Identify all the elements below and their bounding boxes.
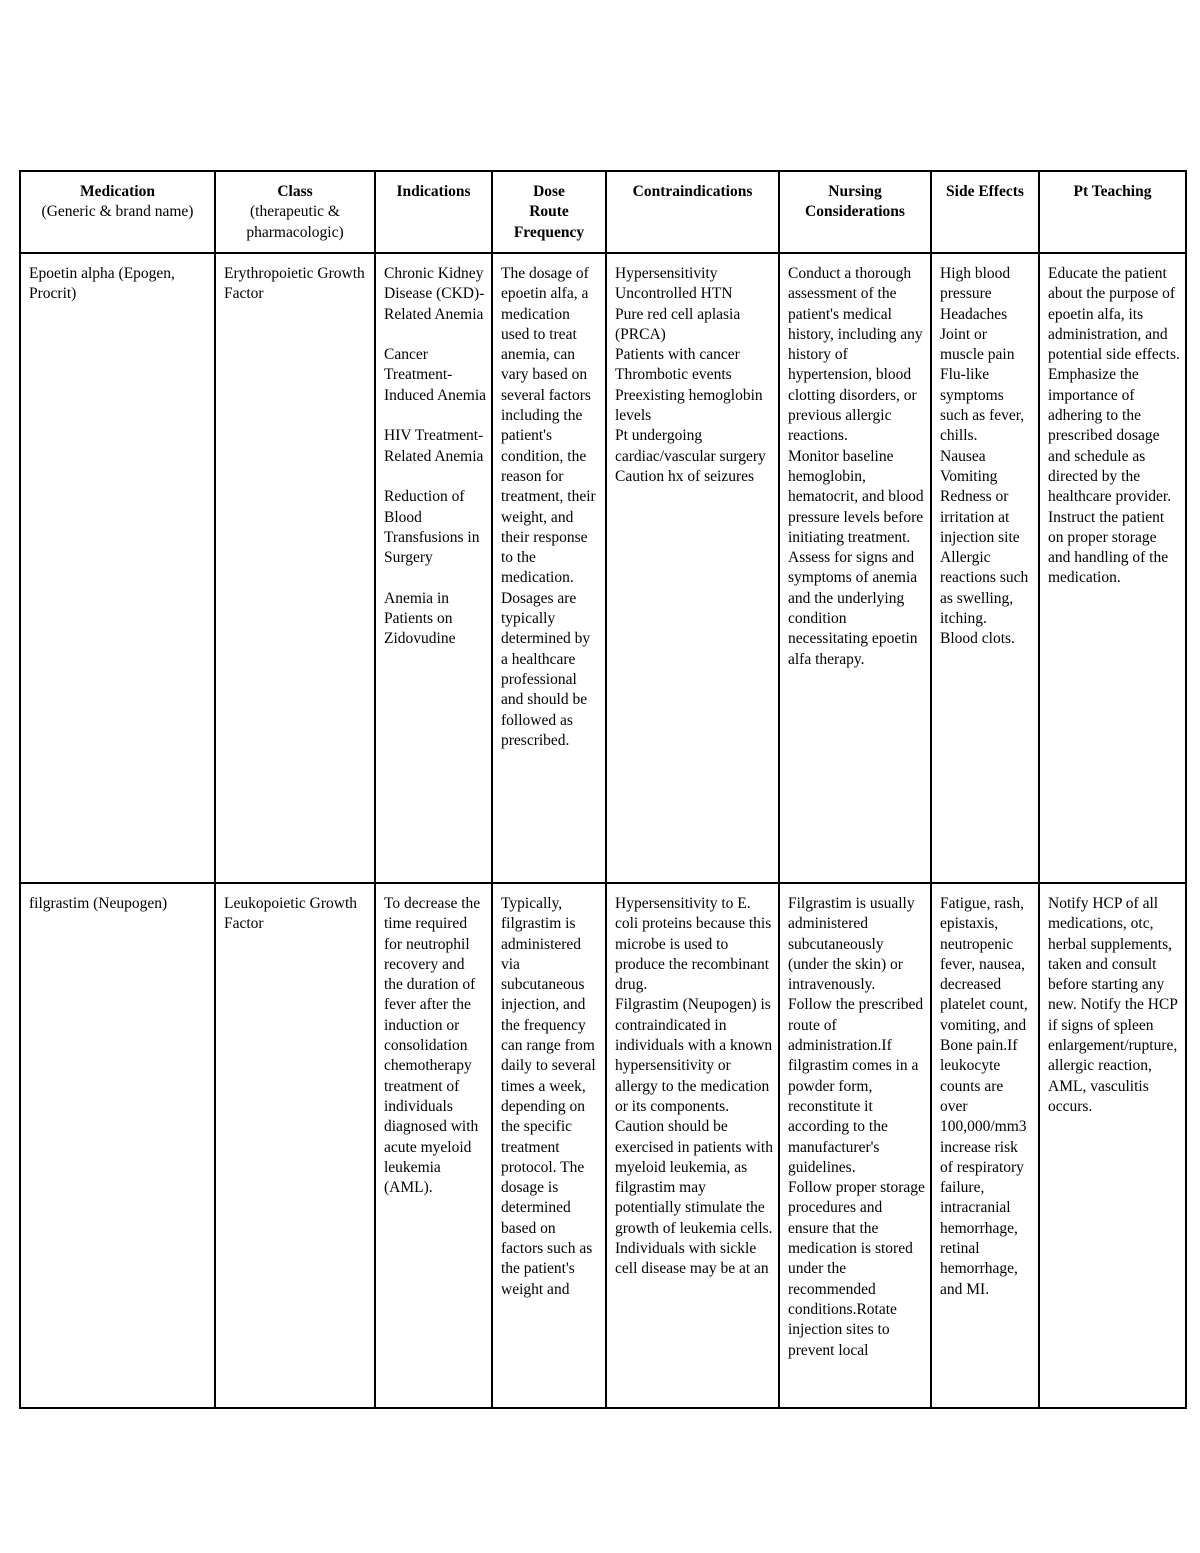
header-pt-teaching: Pt Teaching <box>1039 171 1186 253</box>
cell-class: Erythropoietic Growth Factor <box>215 253 375 883</box>
header-medication: Medication (Generic & brand name) <box>20 171 215 253</box>
side-effect-item: High blood pressure <box>940 265 1015 303</box>
side-effect-item: Blood clots. <box>940 630 1015 648</box>
indication-item: Reduction of Blood Transfusions in Surgery <box>384 488 484 567</box>
header-dose: Dose Route Frequency <box>492 171 606 253</box>
nursing-item: Monitor baseline hemoglobin, hematocrit, and blood pressure levels before initiating treatment. <box>788 447 928 546</box>
side-effect-item: Joint or muscle pain <box>940 325 1015 364</box>
header-indications: Indications <box>375 171 492 253</box>
nursing-item: Assess for signs and symptoms of anemia and the underlying condition necessitating epoetin alfa therapy. <box>788 549 922 668</box>
nursing-item: Conduct a thorough assessment of the patient's medical history, including any history of hypertension, blood clotting disorders, or previous allergic reactions. <box>788 265 927 445</box>
indication-item: HIV Treatment-Related Anemia <box>384 427 484 465</box>
cell-pt-teaching <box>1039 883 1186 1408</box>
cell-contraindications <box>606 253 779 883</box>
cell-nursing-considerations <box>779 253 931 883</box>
side-effect-item: Nausea <box>940 447 986 465</box>
table-row <box>20 883 1186 1408</box>
indication-item: To decrease the time required for neutrophil recovery and the duration of fever after the induction or consolidation chemotherapy treatment of individuals diagnosed with acute myeloid leukemia (AML). <box>384 895 485 1197</box>
side-effect-item: Fatigue, rash, epistaxis, neutropenic fever, nausea, decreased platelet count, vomiting, and Bone pain.If leukocyte counts are over 100,000/mm3 increase risk of respiratory failure, intracranial hemorrhage, retinal hemorrhage, and MI. <box>940 895 1032 1298</box>
cell-medication: filgrastim (Neupogen) <box>20 883 215 1408</box>
teaching-item: Notify HCP of all medications, otc, herbal supplements, taken and consult before starting any new. Notify the HCP if signs of spleen enlargement/rupture, allergic reaction, AML, vasculitis occurs. <box>1048 895 1182 1115</box>
table-header-row <box>20 171 1186 253</box>
contraindication-item: Caution hx of seizures <box>615 467 755 485</box>
contraindication-item: Hypersensitivity to E. coli proteins because this microbe is used to produce the recombinant drug. <box>615 895 776 994</box>
cell-class: Leukopoietic Growth Factor <box>215 883 375 1408</box>
indication-item: Chronic Kidney Disease (CKD)-Related Anemia <box>384 265 488 323</box>
indication-item: Anemia in Patients on Zidovudine <box>384 589 457 648</box>
cell-indications <box>375 883 492 1408</box>
side-effect-item: Allergic reactions such as swelling, itching. <box>940 549 1033 628</box>
nursing-item: Filgrastim is usually administered subcutaneously (under the skin) or intravenously. <box>788 895 919 994</box>
cell-pt-teaching <box>1039 253 1186 883</box>
side-effect-item: Flu-like symptoms such as fever, chills. <box>940 366 1029 445</box>
side-effect-item: Redness or irritation at injection site <box>940 488 1020 546</box>
contraindication-item: Uncontrolled HTN <box>615 285 733 303</box>
teaching-item: Emphasize the importance of adhering to the prescribed dosage and schedule as directed by the healthcare provider. <box>1048 366 1172 506</box>
cell-side-effects <box>931 883 1039 1408</box>
cell-side-effects <box>931 253 1039 883</box>
teaching-item: Instruct the patient on proper storage and handling of the medication. <box>1048 508 1172 587</box>
contraindication-item: Filgrastim (Neupogen) is contraindicated in individuals with a known hypersensitivity or allergy to the medication or its components. Caution should be exercised in patients with myeloid leukemia, as filgrastim may potentially stimulate the growth of leukemia cells. <box>615 996 777 1237</box>
header-nursing-considerations: Nursing Considerations <box>779 171 931 253</box>
header-side-effects: Side Effects <box>931 171 1039 253</box>
indication-item: Cancer Treatment-Induced Anemia <box>384 346 487 404</box>
contraindication-item: Patients with cancer <box>615 346 740 364</box>
header-contraindications: Contraindications <box>606 171 779 253</box>
cell-indications <box>375 253 492 883</box>
side-effect-item: Vomiting <box>940 467 998 485</box>
cell-contraindications <box>606 883 779 1408</box>
cell-dose: The dosage of epoetin alfa, a medication used to treat anemia, can vary based on several factors including the patient's condition, the reason for treatment, their weight, and their response to the medication. Dosages are typically determined by a healthcare professional and should be followed as prescribed. <box>492 253 606 883</box>
contraindication-item: Individuals with sickle cell disease may be at an <box>615 1240 769 1278</box>
teaching-item: Educate the patient about the purpose of epoetin alfa, its administration, and potential side effects. <box>1048 265 1180 364</box>
cell-medication: Epoetin alpha (Epogen, Procrit) <box>20 253 215 883</box>
table-row <box>20 253 1186 883</box>
cell-nursing-considerations <box>779 883 931 1408</box>
cell-dose: Typically, filgrastim is administered via subcutaneous injection, and the frequency can range from daily to several times a week, depending on the specific treatment protocol. The dosage is determined based on factors such as the patient's weight and <box>492 883 606 1408</box>
contraindication-item: Hypersensitivity <box>615 265 718 282</box>
side-effect-item: Headaches <box>940 305 1008 323</box>
nursing-item: Follow the prescribed route of administration.If filgrastim comes in a powder form, reconstitute it according to the manufacturer's guidelines. <box>788 996 928 1176</box>
nursing-item: Follow proper storage procedures and ensure that the medication is stored under the recommended conditions.Rotate injection sites to prevent local <box>788 1179 929 1359</box>
header-class: Class (therapeutic & pharmacologic) <box>215 171 375 253</box>
contraindication-item: Thrombotic events <box>615 366 732 384</box>
contraindication-item: Pt undergoing cardiac/vascular surgery <box>615 427 766 465</box>
medication-table <box>19 170 1187 1409</box>
contraindication-item: Preexisting hemoglobin levels <box>615 386 767 425</box>
contraindication-item: Pure red cell aplasia (PRCA) <box>615 305 745 343</box>
